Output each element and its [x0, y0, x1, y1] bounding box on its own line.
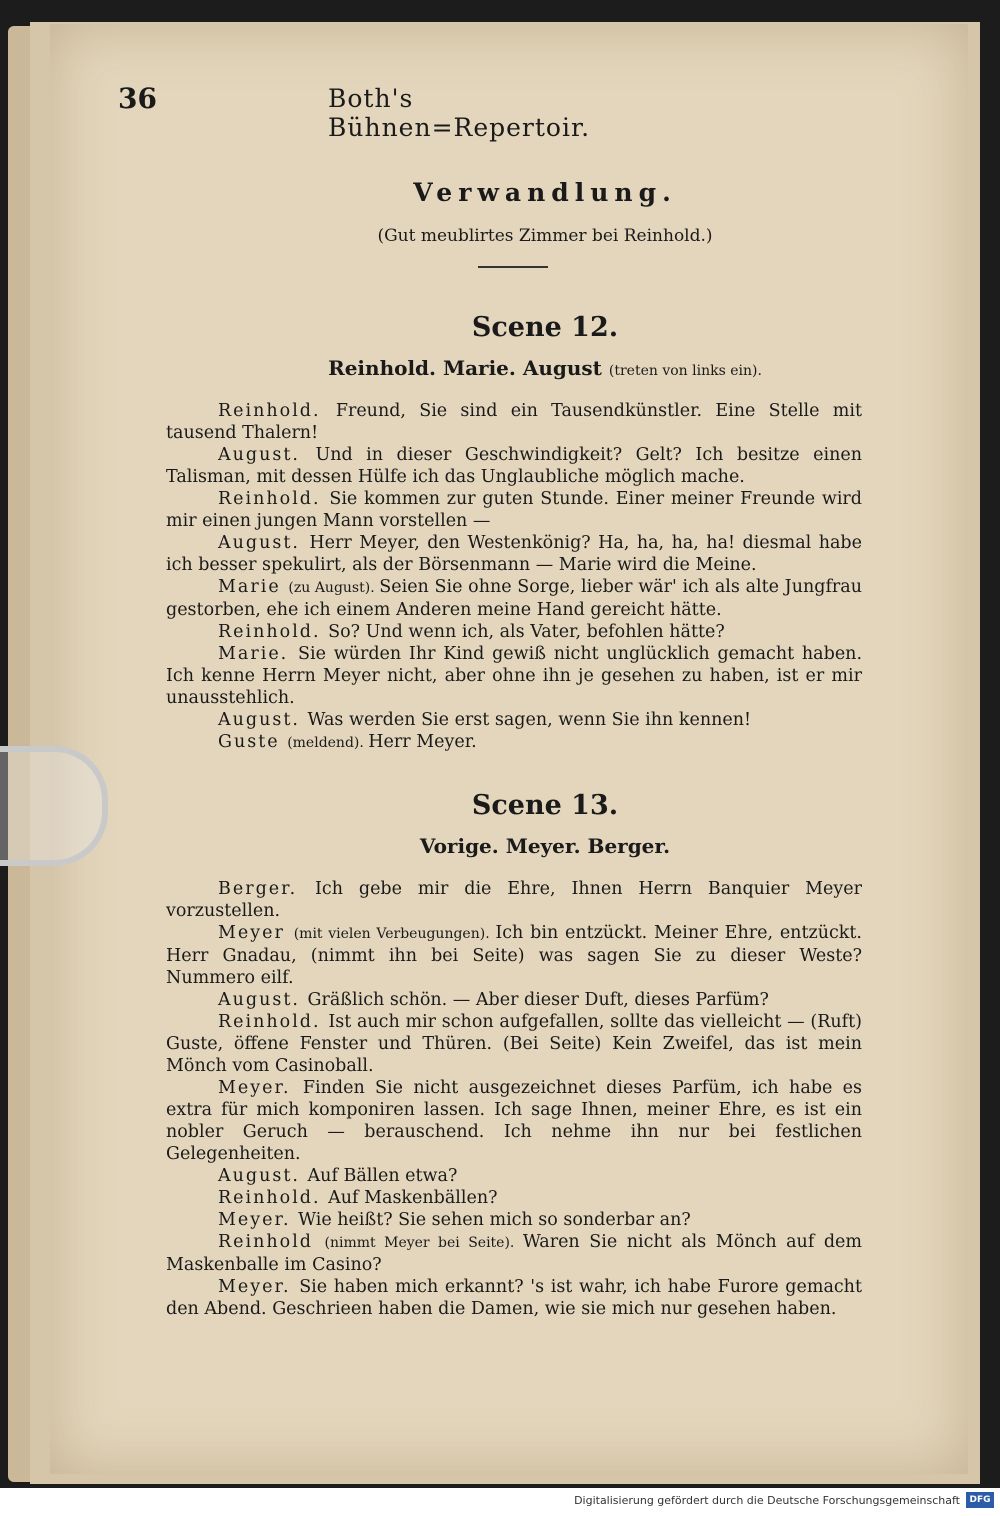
page-number: 36 — [118, 82, 157, 115]
dialogue-line — [166, 621, 862, 643]
dialogue-line — [166, 1165, 862, 1187]
dialogue-line — [166, 576, 862, 621]
spoken-text: So? Und wenn ich, als Vater, befohlen hätte? — [328, 622, 725, 642]
spoken-text: Herr Meyer. — [368, 732, 477, 752]
scene-12-heading: Scene 12. — [471, 312, 619, 343]
spoken-text: Sie würden Ihr Kind gewiß nicht unglücklich gemacht haben. Ich kenne Herrn Meyer nicht, aber ohne ihn je gesehen zu haben, ist er mir unausstehlich. — [166, 644, 863, 708]
spoken-text: Seien Sie ohne Sorge, lieber wär' ich als alte Jungfrau gestorben, ehe ich einem Anderen meine Hand gereicht hätte. — [166, 577, 862, 620]
speaker-name: Reinhold. — [218, 401, 336, 421]
transformation-subtitle: (Gut meublirtes Zimmer bei Reinhold.) — [377, 226, 713, 246]
scene-12-cast — [230, 356, 860, 380]
speaker-name: Marie — [218, 577, 289, 597]
spoken-text: Ich bin entzückt. Meiner Ehre, entzückt. Herr Gnadau, (nimmt ihn bei Seite) was sagen Sie zu dieser Weste? Nummero eilf. — [166, 923, 862, 988]
scene-12-dialogue — [166, 400, 862, 754]
scene-13-heading: Scene 13. — [471, 790, 619, 821]
speaker-name: Reinhold — [218, 1232, 325, 1252]
spoken-text: Und in dieser Geschwindigkeit? Gelt? Ich besitze einen Talisman, mit dessen Hülfe ich das Unglaubliche möglich mache. — [166, 445, 862, 487]
speaker-name: Marie. — [218, 644, 298, 664]
spoken-text: Waren Sie nicht als Mönch auf dem Maskenballe im Casino? — [166, 1232, 863, 1275]
spoken-text: Auf Bällen etwa? — [307, 1166, 458, 1186]
spoken-text: Freund, Sie sind ein Tausendkünstler. Eine Stelle mit tausend Thalern! — [166, 401, 862, 443]
dialogue-line — [166, 400, 862, 444]
dialogue-line — [166, 1231, 862, 1276]
spoken-text: Gräßlich schön. — Aber dieser Duft, dieses Parfüm? — [307, 990, 769, 1010]
dialogue-line — [166, 731, 862, 754]
spoken-text: Was werden Sie erst sagen, wenn Sie ihn kennen! — [307, 710, 752, 730]
dialogue-line — [166, 643, 862, 709]
dialogue-line — [166, 1187, 862, 1209]
dialogue-line — [166, 1209, 862, 1231]
speaker-name: Reinhold. — [218, 622, 329, 642]
speaker-name: August. — [218, 533, 310, 553]
dialogue-line — [166, 989, 862, 1011]
speaker-name: Meyer. — [218, 1277, 300, 1297]
spoken-text: Auf Maskenbällen? — [328, 1188, 498, 1208]
transformation-title: Verwandlung. — [413, 178, 677, 207]
spoken-text: Finden Sie nicht ausgezeichnet dieses Parfüm, ich habe es extra für mich komponiren lassen. Ich sage Ihnen, meiner Ehre, es ist ein nobler Geruch — berauschend. Ich nehme ihn nur bei festlichen Gelegenheiten. — [166, 1078, 862, 1164]
scene-13-cast: Vorige. Meyer. Berger. — [419, 834, 671, 858]
dialogue-line — [166, 444, 862, 488]
speaker-name: Meyer. — [218, 1078, 303, 1098]
speaker-name: August. — [218, 445, 316, 465]
speaker-name: Reinhold. — [218, 1188, 329, 1208]
speaker-name: Meyer — [218, 923, 294, 943]
speaker-name: Reinhold. — [218, 1012, 329, 1032]
footer-credit: Digitalisierung gefördert durch die Deutsche Forschungsgemeinschaft — [574, 1494, 960, 1507]
speaker-name: August. — [218, 710, 308, 730]
dialogue-line — [166, 709, 862, 731]
running-header — [118, 82, 618, 142]
stage-direction: (zu August). — [288, 580, 380, 596]
cast-names: Reinhold. Marie. August — [328, 356, 602, 380]
dialogue-line — [166, 488, 862, 532]
speaker-name: Berger. — [218, 879, 316, 899]
scene-13-dialogue — [166, 878, 862, 1320]
stage-direction: (nimmt Meyer bei Seite). — [324, 1235, 523, 1251]
dialogue-line — [166, 878, 862, 922]
speaker-name: August. — [218, 1166, 308, 1186]
running-title: Both's Bühnen=Repertoir. — [328, 84, 591, 142]
spoken-text: Sie haben mich erkannt? 's ist wahr, ich habe Furore gemacht den Abend. Geschrieen haben die Damen, wie sie mich nur gesehen haben. — [166, 1277, 862, 1319]
spoken-text: Herr Meyer, den Westenkönig? Ha, ha, ha, ha! diesmal habe ich besser spekulirt, als der Börsenmann — Marie wird die Meine. — [166, 533, 862, 575]
dfg-logo: DFG — [966, 1492, 994, 1508]
speaker-name: August. — [218, 990, 308, 1010]
speaker-name: Reinhold. — [218, 489, 330, 509]
stage-direction: (meldend). — [287, 735, 369, 751]
dialogue-line — [166, 532, 862, 576]
cast-direction: (treten von links ein). — [608, 363, 762, 379]
dialogue-line — [166, 1011, 862, 1077]
spoken-text: Wie heißt? Sie sehen mich so sonderbar an? — [298, 1210, 691, 1230]
spoken-text: Ich gebe mir die Ehre, Ihnen Herrn Banquier Meyer vorzustellen. — [166, 879, 862, 921]
dialogue-line — [166, 922, 862, 989]
dialogue-line — [166, 1077, 862, 1165]
spoken-text: Ist auch mir schon aufgefallen, sollte das vielleicht — (Ruft) Guste, öffene Fenster und Thüren. (Bei Seite) Kein Zweifel, das ist mein Mönch vom Casinoball. — [166, 1012, 862, 1076]
footer-bar — [0, 1488, 1000, 1516]
spoken-text: Sie kommen zur guten Stunde. Einer meiner Freunde wird mir einen jungen Mann vorstellen — — [166, 489, 862, 531]
speaker-name: Guste — [218, 732, 288, 752]
stage-direction: (mit vielen Verbeugungen). — [293, 926, 496, 942]
speaker-name: Meyer. — [218, 1210, 299, 1230]
dialogue-line — [166, 1276, 862, 1320]
paper-clip — [0, 746, 108, 866]
divider — [478, 266, 548, 268]
